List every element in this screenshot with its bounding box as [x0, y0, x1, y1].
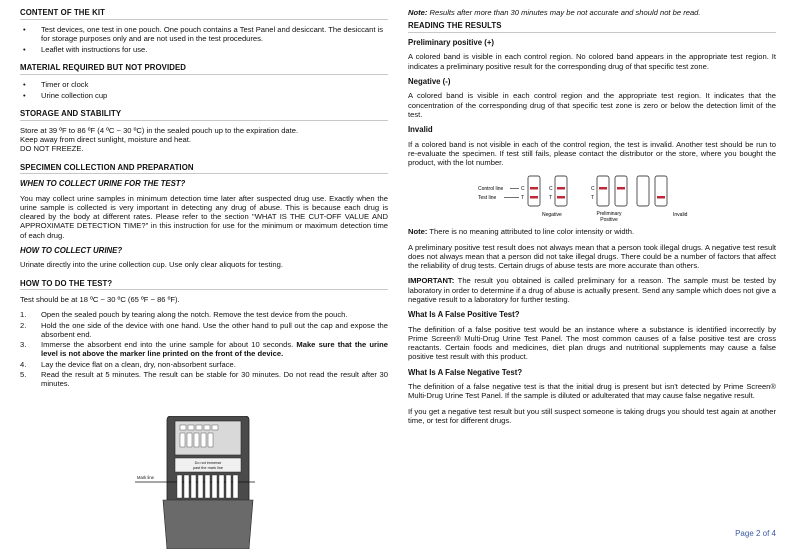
important-label: IMPORTANT:: [408, 276, 455, 286]
step-number: 2.: [20, 320, 27, 330]
left-column: [20, 8, 388, 394]
note-text: Results after more than 30 minutes may be not accurate and should not be read.: [427, 8, 701, 17]
result-diagram: [408, 173, 776, 223]
false-positive-text: The definition of a false positive test would be an instance where a substance is identified incorrectly by Prime Screen® Multi-Drug Urine Test Panel. The most common causes of a false positive test are cross reactants. Certain foods and medicines, diet plan drugs and nutritional supplements may cause a false positive test result with this product.: [408, 324, 776, 362]
step-text: Open the sealed pouch by tearing along the notch. Remove the test device from the pouch.: [41, 310, 348, 320]
note-label: Note:: [408, 8, 428, 17]
step-item: [20, 310, 388, 319]
prelim-heading: Preliminary positive (+): [408, 37, 495, 47]
negative-text: A colored band is visible in each control region and the appropriate test region. It indicates that the concentration of the corresponding drug of that specific test zone is zero or below the detection limit of the test.: [408, 91, 776, 119]
letter-t: T: [521, 195, 525, 202]
note2-label: Note:: [408, 227, 428, 237]
false-negative-heading: What Is A False Negative Test?: [408, 367, 523, 377]
letter-c: C: [521, 186, 525, 193]
negative-heading: Negative (-): [408, 76, 451, 86]
note-results: [408, 8, 776, 17]
kit-item: • Test devices, one test in one pouch. One pouch contains a Test Panel and desiccant. The desiccant is for storage purposes only and are not used in the test procedures.: [20, 25, 388, 44]
kit-heading: CONTENT OF THE KIT: [20, 8, 388, 20]
false-negative-text: The definition of a false negative test is that the initial drug is present but isn't detected by Prime Screen® Multi-Drug Urine Test Panel. If the sample is diluted or adulterated that may cause false negative result.: [408, 382, 776, 401]
storage-text: [20, 126, 388, 154]
step-item: [20, 340, 388, 359]
reading-heading: READING THE RESULTS: [408, 21, 776, 33]
negative-label: Negative: [542, 212, 562, 219]
prelim-text: A colored band is visible in each control region. No colored band appears in the appropriate test region. It indicates a preliminary positive result for the corresponding drug of that specific test zone.: [408, 52, 776, 71]
step-text: Immerse the absorbent end into the urine sample for about 10 seconds.: [41, 340, 297, 349]
step-text: Lay the device flat on a clean, dry, non-absorbent surface.: [41, 359, 236, 369]
test-line-label: Test line: [478, 195, 497, 202]
step-item: [20, 360, 388, 369]
invalid-label: Invalid: [673, 212, 688, 219]
step-number: 4.: [20, 359, 27, 369]
device-warning-1: Do not immerse: [194, 461, 222, 465]
step-number: 3.: [20, 340, 27, 349]
right-column: [408, 8, 776, 431]
preliminary-label: Preliminary: [596, 211, 622, 218]
how-collect-text: Urinate directly into the urine collection cup. Use only clear aliquots for testing.: [20, 260, 283, 270]
step-item: [20, 321, 388, 340]
letter-t: T: [549, 195, 553, 202]
control-line-label: Control line: [478, 186, 504, 193]
letter-c: C: [591, 186, 595, 193]
kit-item: • Leaflet with instructions for use.: [20, 45, 388, 54]
step-item: [20, 370, 388, 389]
material-item: • Urine collection cup: [20, 91, 388, 100]
step-text: Hold the one side of the device with one hand. Use the other hand to pull out the cap and expose the absorbent end.: [41, 320, 388, 339]
when-heading: WHEN TO COLLECT URINE FOR THE TEST?: [20, 179, 186, 188]
how-test-intro: Test should be at 18 ºC ~ 30 ºC (65 ºF ~ 86 ºF).: [20, 295, 180, 304]
letter-t: T: [591, 195, 595, 202]
note2-text: There is no meaning attributed to line color intensity or width.: [427, 227, 635, 237]
steps-list: [20, 310, 388, 388]
mark-line-label: Mark line: [137, 475, 154, 480]
when-text: You may collect urine samples in minimum detection time later after suspected drug use. Exactly when the urine sample is collected is very important in detecting any drug of abuse. This is because each drug is cleared by the body at different rates. Please refer to the section "WHAT IS THE CUT-OFF VALUE AND APPROXIMATE DETECTION TIME?" in this instruction for use for the minimum or maximum detection time of each drug.: [20, 193, 388, 240]
invalid-text: If a colored band is not visible in each of the control region, the test is invalid. Another test should be run to re-evaluate the specimen. If test still fails, please contact the distributor or the store, where you bought the product, with the lot number.: [408, 139, 776, 167]
kit-list: [20, 25, 388, 55]
step-number: 1.: [20, 310, 27, 320]
page-number: Page 2 of 4: [735, 529, 776, 539]
specimen-heading: SPECIMEN COLLECTION AND PREPARATION: [20, 163, 388, 175]
positive-label: Positive: [600, 217, 618, 224]
step-number: 5.: [20, 369, 27, 379]
storage-line: Store at 39 ºF to 86 ºF (4 ºC ~ 30 ºC) in the sealed pouch up to the expiration date.: [20, 125, 299, 135]
important-body: The result you obtained is called preliminary for a reason. The sample must be tested by laboratory in order to determine if a drug of abuse is actually present. Send any sample which does not give a negative result to a laboratory for further testing.: [408, 276, 776, 304]
important-text: [408, 276, 776, 304]
retest-text: If you get a negative test result but you still suspect someone is taking drugs you should test again at another time, or test for different drugs.: [408, 406, 776, 425]
device-warning-2: past the mark line: [193, 466, 223, 470]
step-warning: Make sure that the urine level is not above the marker line printed on the front of the device.: [41, 340, 388, 359]
storage-line: Keep away from direct sunlight, moisture and heat.: [20, 135, 191, 144]
letter-c: C: [549, 186, 553, 193]
note-line-color: [408, 227, 776, 236]
invalid-heading: Invalid: [408, 125, 433, 134]
test-device-illustration: [135, 416, 285, 549]
storage-heading: STORAGE AND STABILITY: [20, 109, 388, 121]
material-item: • Timer or clock: [20, 80, 388, 89]
how-test-heading: HOW TO DO THE TEST?: [20, 279, 388, 291]
false-positive-heading: What Is A False Positive Test?: [408, 310, 520, 319]
storage-line: DO NOT FREEZE.: [20, 144, 84, 154]
step-text: Read the result at 5 minutes. The result can be stable for 30 minutes. Do not read the result after 30 minutes.: [41, 369, 388, 388]
how-collect-heading: HOW TO COLLECT URINE?: [20, 245, 123, 255]
material-list: [20, 80, 388, 101]
prelim-explanation: A preliminary positive test result does not always mean that a person took illegal drugs. A negative test result does not always mean that a person did not take illegal drugs. There could be a number of factors that affect the reliability of drug tests. Certain drugs of abuse tests are more accurate than others.: [408, 242, 776, 270]
material-heading: MATERIAL REQUIRED BUT NOT PROVIDED: [20, 63, 388, 75]
